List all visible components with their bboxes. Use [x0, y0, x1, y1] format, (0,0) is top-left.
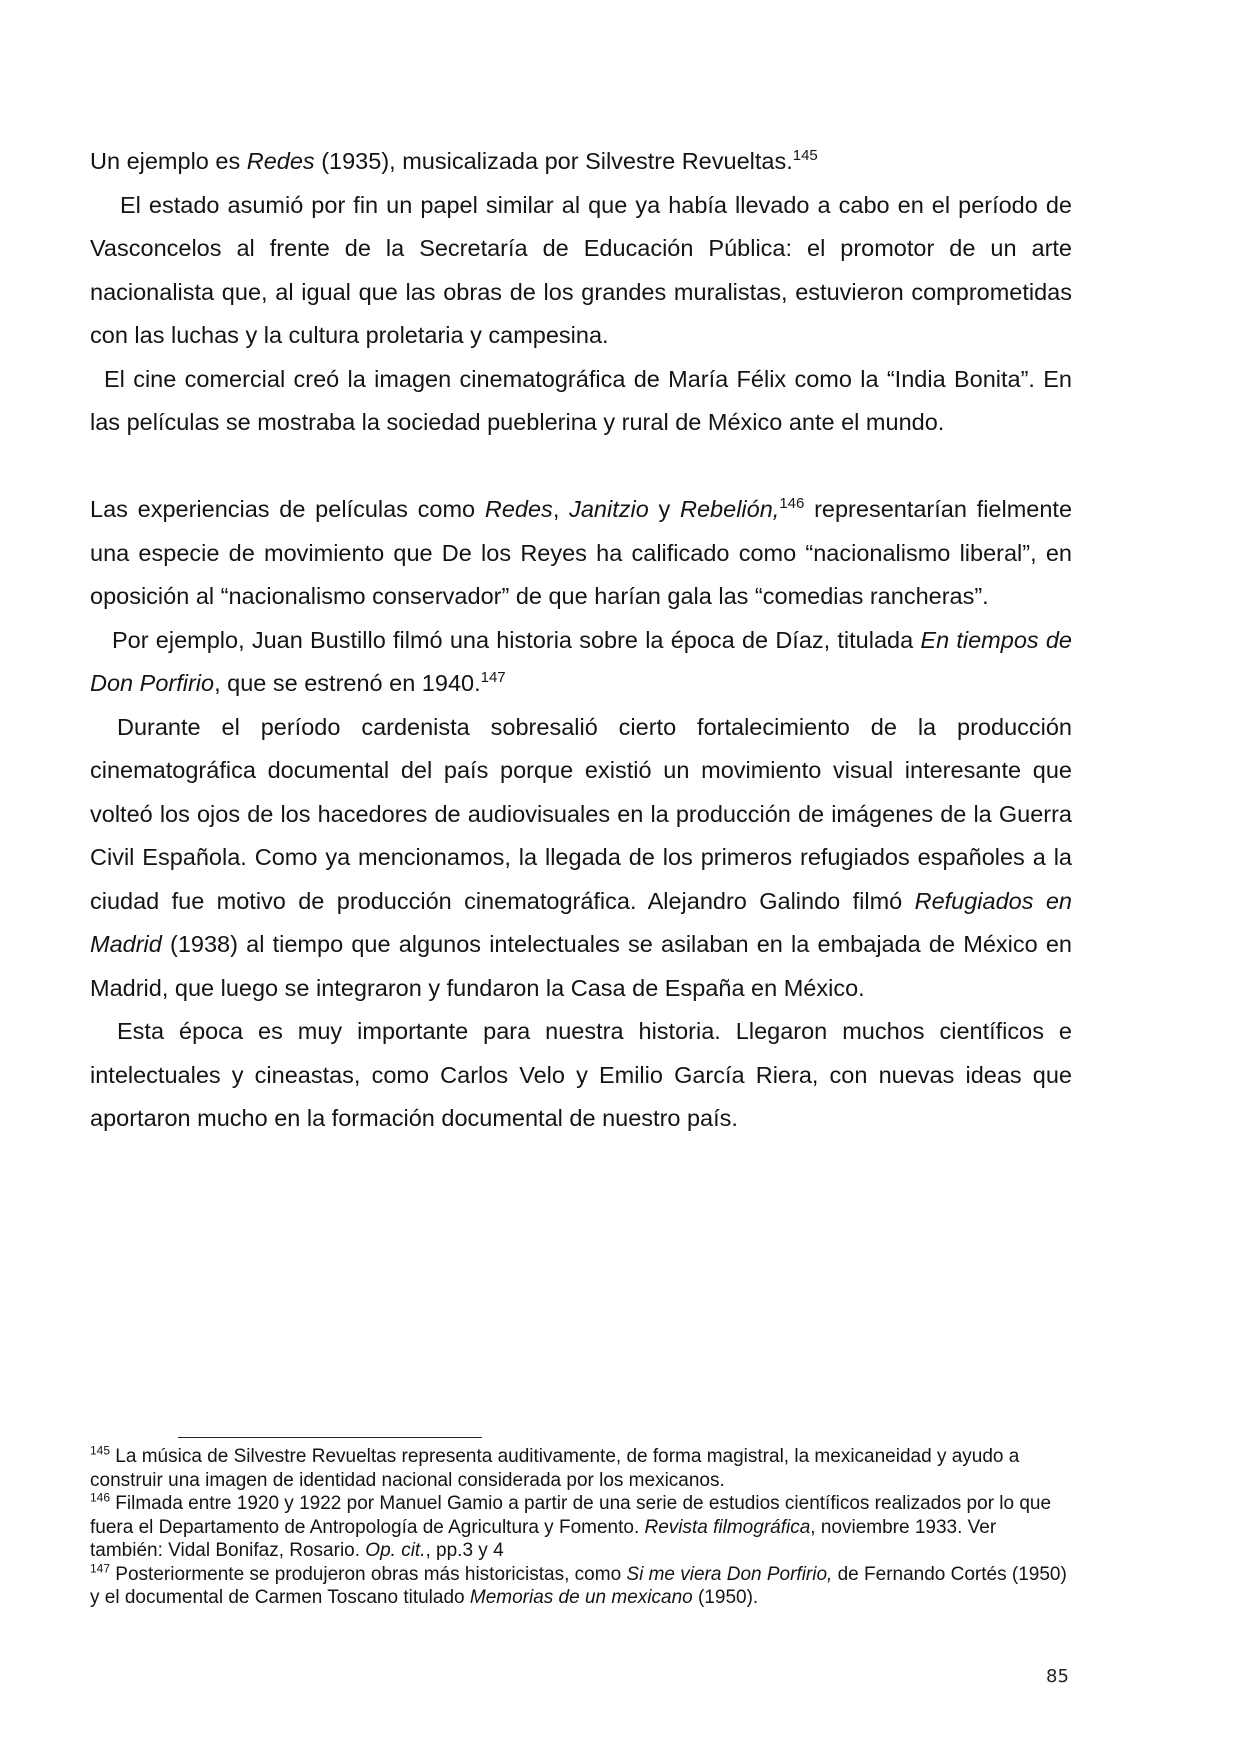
paragraph-3: El cine comercial creó la imagen cinematográfica de María Félix como la “India Bonita”. En las películas se mostraba la sociedad pueblerina y rural de México ante el mundo.	[90, 365, 1072, 435]
footnote-146: $^{146}$ Filmada entre 1920 y 1922 por Manuel Gamio a partir de una serie de estudios científicos realizados por lo que fuera el Departamento de Antropología de Agricultura y Fomento. Revista filmográfica, noviembre 1933. Ver también: Vidal Bonifaz, Rosario. Op. cit., pp.3 y 4	[90, 1490, 1052, 1561]
paragraph-4: Las experiencias de películas como Redes, Janitzio y Rebelión,$^{146}$ representarían fielmente una especie de movimiento que De los Reyes ha calificado como “nacionalismo liberal”, en oposición al “nacionalismo conservador” de que harían gala las “comedias rancheras”.	[90, 495, 1073, 609]
footnote-147: $^{147}$ Posteriormente se produjeron obras más historicistas, como Si me viera Don Porfirio, de Fernando Cortés (1950) y el documental de Carmen Toscano titulado Memorias de un mexicano (1950).	[90, 1561, 1067, 1608]
page-number: 85	[1046, 1666, 1069, 1687]
paragraph-2: El estado asumió por fin un papel similar al que ya había llevado a cabo en el período de Vasconcelos al frente de la Secretaría de Educación Pública: el promotor de un arte nacionalista que, al igual que las obras de los grandes muralistas, estuvieron comprometidas con las luchas y la cultura proletaria y campesina.	[90, 191, 1072, 348]
footnote-ref-146: 146	[779, 495, 805, 513]
film-title-redes: Redes	[246, 148, 315, 174]
paragraph-5: Por ejemplo, Juan Bustillo filmó una historia sobre la época de Díaz, titulada En tiempos de Don Porfirio, que se estrenó en 1940.$^{147}$	[90, 626, 1072, 696]
footnote-ref-147: 147	[480, 669, 506, 687]
paragraph-6: Durante el período cardenista sobresalió cierto fortalecimiento de la producción cinematográfica documental del país porque existió un movimiento visual interesante que volteó los ojos de los hacedores de audiovisuales en la producción de imágenes de la Guerra Civil Española. Como ya mencionamos, la llegada de los primeros refugiados españoles a la ciudad fue motivo de producción cinematográfica. Alejandro Galindo filmó Refugiados en Madrid (1938) al tiempo que algunos intelectuales se asilaban en la embajada de México en Madrid, que luego se integraron y fundaron la Casa de España en México.	[90, 713, 1072, 1001]
footnote-separator	[178, 1437, 482, 1438]
footnote-ref-145: 145	[792, 147, 818, 165]
footnote-145: $^{145}$ La música de Silvestre Revueltas representa auditivamente, de forma magistral, la mexicaneidad y ayudo a construir una imagen de identidad nacional considerada por los mexicanos.	[90, 1443, 1020, 1491]
paragraph-gap	[90, 445, 1072, 489]
body-text	[90, 140, 1072, 1141]
paragraph-1: Un ejemplo es Redes (1935), musicalizada por Silvestre Revueltas.$^{145}$	[90, 147, 818, 174]
paragraph-7: Esta época es muy importante para nuestra historia. Llegaron muchos científicos e intelectuales y cineastas, como Carlos Velo y Emilio García Riera, con nuevas ideas que aportaron mucho en la formación documental de nuestro país.	[90, 1018, 1072, 1131]
footnotes	[90, 1445, 1072, 1610]
